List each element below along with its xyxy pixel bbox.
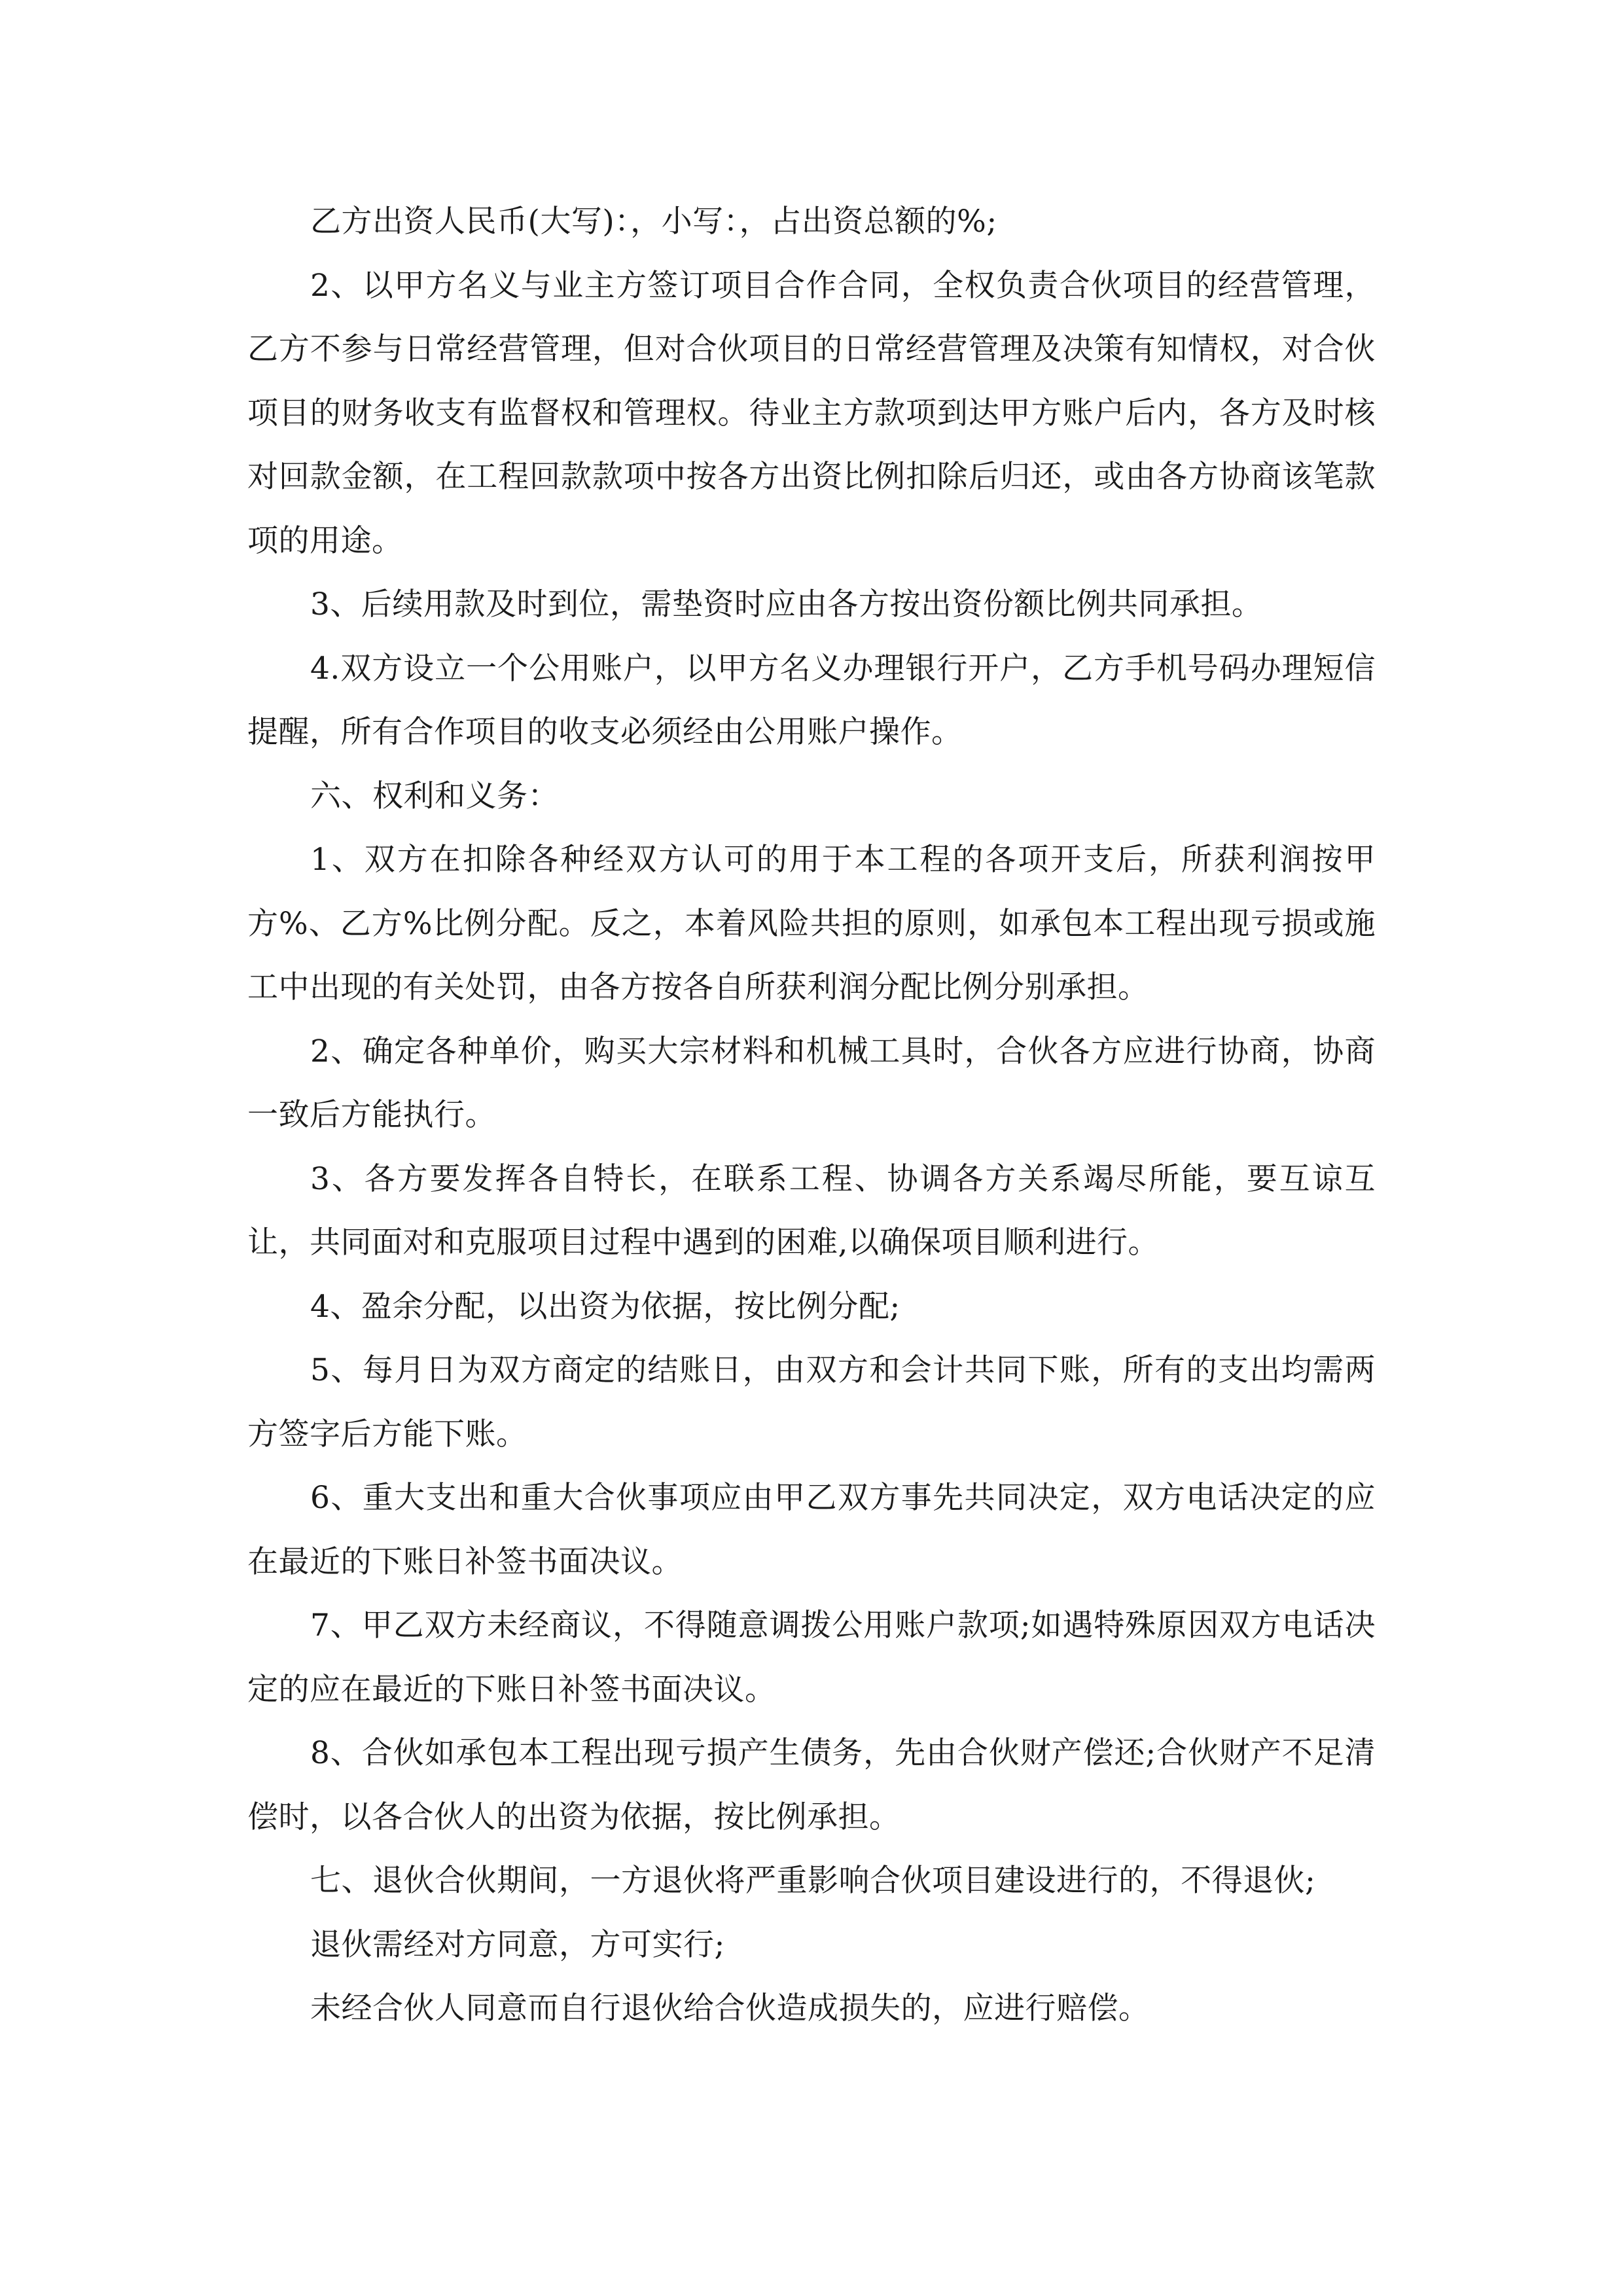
paragraph-clause-2-management: 2、以甲方名义与业主方签订项目合作合同，全权负责合伙项目的经营管理，乙方不参与日常经营管理，但对合伙项目的日常经营管理及决策有知情权，对合伙项目的财务收支有监督权和管理权。待业主方款项到达甲方账户后内，各方及时核对回款金额，在工程回款款项中按各方出资比例扣除后归还，或由各方协商该笔款项的用途。 xyxy=(247,267,1376,559)
paragraph-clause-3-funding: 3、后续用款及时到位，需垫资时应由各方按出资份额比例共同承担。 xyxy=(310,586,1263,622)
paragraph-clause-4-account: 4.双方设立一个公用账户，以甲方名义办理银行开户，乙方手机号码办理短信提醒，所有合作项目的收支必须经由公用账户操作。 xyxy=(247,650,1376,750)
paragraph-rights-1-profit: 1、双方在扣除各种经双方认可的用于本工程的各项开支后，所获利润按甲方%、乙方%比例分配。反之，本着风险共担的原则，如承包本工程出现亏损或施工中出现的有关处罚，由各方按各自所获利润分配比例分别承担。 xyxy=(247,842,1376,1005)
paragraph-rights-4-surplus: 4、盈余分配，以出资为依据，按比例分配; xyxy=(310,1288,901,1325)
paragraph-rights-2-pricing: 2、确定各种单价，购买大宗材料和机械工具时，合伙各方应进行协商，协商一致后方能执行。 xyxy=(247,1033,1376,1133)
paragraph-withdrawal-compensation: 未经合伙人同意而自行退伙给合伙造成损失的，应进行赔偿。 xyxy=(310,1990,1150,2026)
paragraph-rights-6-major-expense: 6、重大支出和重大合伙事项应由甲乙双方事先共同决定，双方电话决定的应在最近的下账日补签书面决议。 xyxy=(247,1480,1376,1580)
paragraph-rights-3-cooperation: 3、各方要发挥各自特长，在联系工程、协调各方关系竭尽所能，要互谅互让，共同面对和克服项目过程中遇到的困难,以确保项目顺利进行。 xyxy=(247,1160,1376,1261)
paragraph-rights-5-settlement: 5、每月日为双方商定的结账日，由双方和会计共同下账，所有的支出均需两方签字后方能下账。 xyxy=(247,1352,1376,1452)
paragraph-withdrawal-consent: 退伙需经对方同意，方可实行; xyxy=(310,1926,725,1963)
paragraph-rights-8-debt: 8、合伙如承包本工程出现亏损产生债务，先由合伙财产偿还;合伙财产不足清偿时，以各合伙人的出资为依据，按比例承担。 xyxy=(247,1735,1376,1835)
paragraph-capital-contribution-b: 乙方出资人民币(大写)：，小写：，占出资总额的%; xyxy=(310,204,997,240)
section-heading-rights-obligations: 六、权利和义务： xyxy=(310,778,559,814)
section-heading-withdrawal: 七、退伙合伙期间，一方退伙将严重影响合伙项目建设进行的，不得退伙; xyxy=(310,1863,1316,1899)
paragraph-rights-7-account-funds: 7、甲乙双方未经商议，不得随意调拨公用账户款项;如遇特殊原因双方电话决定的应在最近的下账日补签书面决议。 xyxy=(247,1607,1376,1708)
document-body xyxy=(247,190,1376,2041)
